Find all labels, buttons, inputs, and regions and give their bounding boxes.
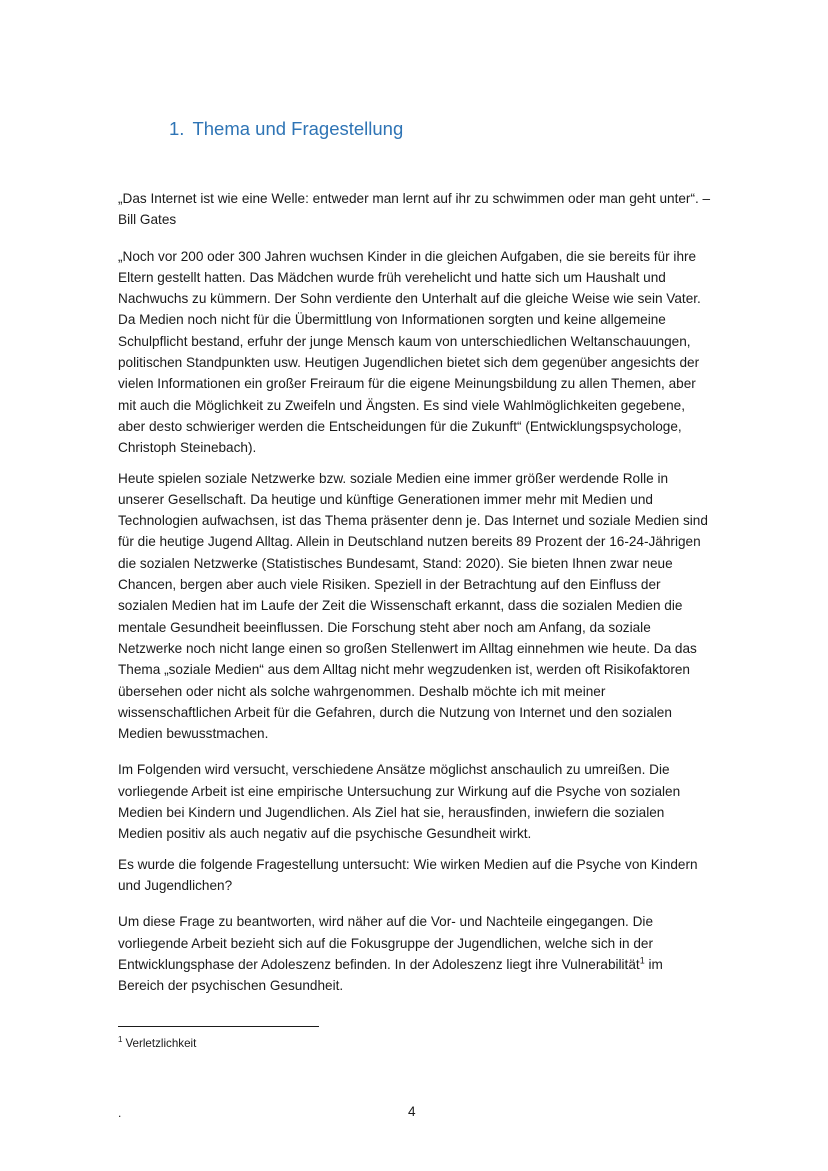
section-number: 1. (169, 118, 185, 139)
page-number: 4 (408, 1104, 416, 1119)
paragraph-focus-text-start: Um diese Frage zu beantworten, wird näher auf die Vor- und Nachteile eingegangen. Die vorliegende Arbeit bezieht sich auf die Fokusgruppe der Jugendlichen, welche sich in der Entwicklungsphase der Adoleszenz befinden. In der Adoleszenz liegt ihre Vulnerabilität (118, 914, 654, 972)
footnote-text: Verletzlichkeit (125, 1037, 197, 1050)
quote-steinebach: „Noch vor 200 oder 300 Jahren wuchsen Kinder in die gleichen Aufgaben, die sie bereits für ihre Eltern gestellt hatten. Das Mädchen wurde früh verehelicht und hatte sich um Haushalt und Nachwuchs zu kümmern. Der Sohn verdiente den Unterhalt auf die gleiche Weise wie sein Vater. Da Medien noch nicht für die Übermittlung von Informationen sorgten und keine allgemeine Schulpflicht bestand, erfuhr der junge Mensch kaum von unterschiedlichen Weltanschauungen, politischen Standpunkten usw. Heutigen Jugendlichen bietet sich dem gegenüber angesichts der vielen Informationen ein großer Freiraum für die eigene Meinungsbildung zu allen Themen, aber mit auch die Möglichkeit zu Zweifeln und Ängsten. Es sind viele Wahlmöglichkeiten gegebene, aber desto schwieriger werden die Entscheidungen für die Zukunft“ (Entwicklungspsychologe, Christoph Steinebach). (118, 248, 701, 456)
section-heading (169, 118, 403, 140)
footnote-reference[interactable]: 1 (639, 955, 645, 966)
footer-dot: . (118, 1106, 122, 1120)
body-text (118, 188, 712, 1005)
paragraph-focus-text-end: im Bereich der psychischen Gesundheit. (118, 956, 663, 994)
quote-bill-gates: „Das Internet ist wie eine Welle: entweder man lernt auf ihr zu schwimmen oder man geht unter“. – Bill Gates (118, 191, 711, 228)
section-title: Thema und Fragestellung (192, 118, 404, 139)
paragraph-social-networks: Heute spielen soziale Netzwerke bzw. soziale Medien eine immer größer werdende Rolle in unserer Gesellschaft. Da heutige und künftige Generationen immer mehr mit Medien und Technologien aufwachsen, ist das Thema präsenter denn je. Das Internet und soziale Medien sind für die heutige Jugend Alltag. Allein in Deutschland nutzen bereits 89 Prozent der 16-24-Jährigen die sozialen Netzwerke (Statistisches Bundesamt, Stand: 2020). Sie bieten Ihnen zwar neue Chancen, bergen aber auch viele Risiken. Speziell in der Betrachtung auf den Einfluss der sozialen Medien hat im Laufe der Zeit die Wissenschaft erkannt, dass die sozialen Medien die mentale Gesundheit beeinflussen. Die Forschung steht aber noch am Anfang, da soziale Netzwerke noch nicht lange einen so großen Stellenwert im Alltag einnehmen wie heute. Da das Thema „soziale Medien“ aus dem Alltag nicht mehr wegzudenken ist, werden oft Risikofaktoren übersehen oder nicht als solche wahrgenommen. Deshalb möchte ich mit meiner wissenschaftlichen Arbeit für die Gefahren, durch die Nutzung von Internet und den sozialen Medien bewusstmachen. (118, 470, 708, 742)
footnote-marker: 1 (118, 1035, 123, 1045)
paragraph-approach: Im Folgenden wird versucht, verschiedene Ansätze möglichst anschaulich zu umreißen. Die vorliegende Arbeit ist eine empirische Untersuchung zur Wirkung auf die Psyche von sozialen Medien bei Kindern und Jugendlichen. Als Ziel hat sie, herausfinden, inwiefern die sozialen Medien positiv als auch negativ auf die psychische Gesundheit wirkt. (118, 762, 681, 842)
paragraph-research-question: Es wurde die folgende Fragestellung untersucht: Wie wirken Medien auf die Psyche von Kindern und Jugendlichen? (118, 856, 698, 893)
paragraph-focus-group (118, 911, 712, 996)
footnote-separator (118, 1026, 319, 1027)
footnote (118, 1036, 196, 1052)
